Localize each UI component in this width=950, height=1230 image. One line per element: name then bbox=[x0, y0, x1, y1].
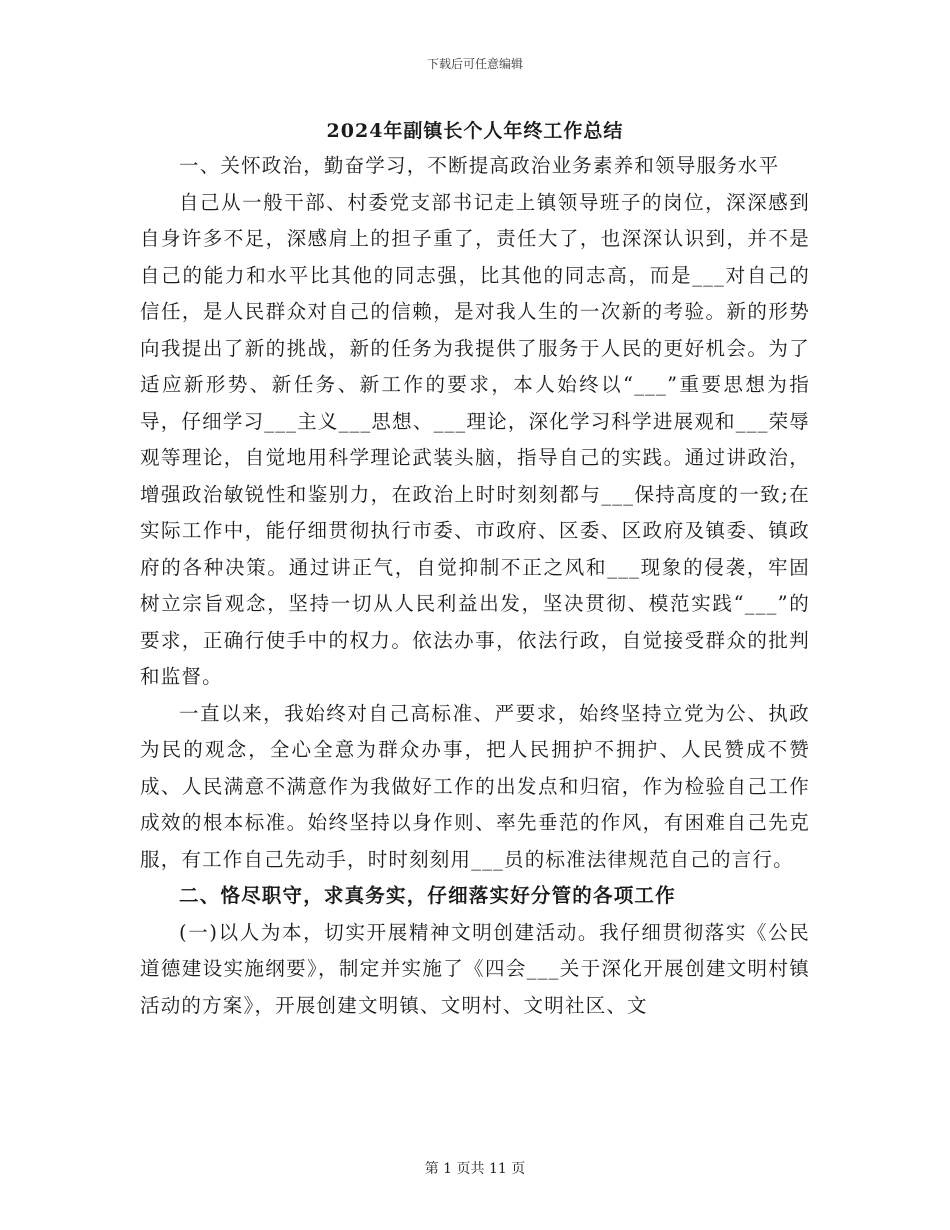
document-body bbox=[140, 148, 810, 1024]
paragraph: 一直以来，我始终对自己高标准、严要求，始终坚持立党为公、执政为民的观念，全心全意为群众办事，把人民拥护不拥护、人民赞成不赞成、人民满意不满意作为我做好工作的出发点和归宿，作为检验自己工作成效的根本标准。始终坚持以身作则、率先垂范的作风，有困难自己先克服，有工作自己先动手，时时刻刻用___员的标准法律规范自己的言行。 bbox=[140, 701, 810, 871]
document-title: 2024年副镇长个人年终工作总结 bbox=[326, 120, 624, 142]
page-footer: 第 1 页共 11 页 bbox=[424, 1161, 526, 1177]
paragraph: (一)以人为本，切实开展精神文明创建活动。我仔细贯彻落实《公民道德建设实施纲要》，制定并实施了《四会___关于深化开展创建文明村镇活动的方案》，开展创建文明镇、文明村、文明社区、文 bbox=[140, 920, 810, 1017]
section-heading-2: 二、恪尽职守，求真务实，仔细落实好分管的各项工作 bbox=[179, 884, 676, 907]
paragraph: 自己从一般干部、村委党支部书记走上镇领导班子的岗位，深深感到自身许多不足，深感肩上的担子重了，责任大了，也深深认识到，并不是自己的能力和水平比其他的同志强，比其他的同志高，而是___对自己的信任，是人民群众对自己的信赖，是对我人生的一次新的考验。新的形势向我提出了新的挑战，新的任务为我提供了服务于人民的更好机会。为了适应新形势、新任务、新工作的要求，本人始终以“___”重要思想为指导，仔细学习___主义___思想、___理论，深化学习科学进展观和___荣辱观等理论，自觉地用科学理论武装头脑，指导自己的实践。通过讲政治，增强政治敏锐性和鉴别力，在政治上时时刻刻都与___保持高度的一致;在实际工作中，能仔细贯彻执行市委、市政府、区委、区政府及镇委、镇政府的各种决策。通过讲正气，自觉抑制不正之风和___现象的侵袭，牢固树立宗旨观念，坚持一切从人民利益出发，坚决贯彻、模范实践“___”的要求，正确行使手中的权力。依法办事，依法行政，自觉接受群众的批判和监督。 bbox=[140, 190, 810, 688]
section-heading-1: 一、关怀政治，勤奋学习，不断提高政治业务素养和领导服务水平 bbox=[179, 154, 780, 177]
page-header: 下载后可任意编辑 bbox=[426, 57, 523, 71]
